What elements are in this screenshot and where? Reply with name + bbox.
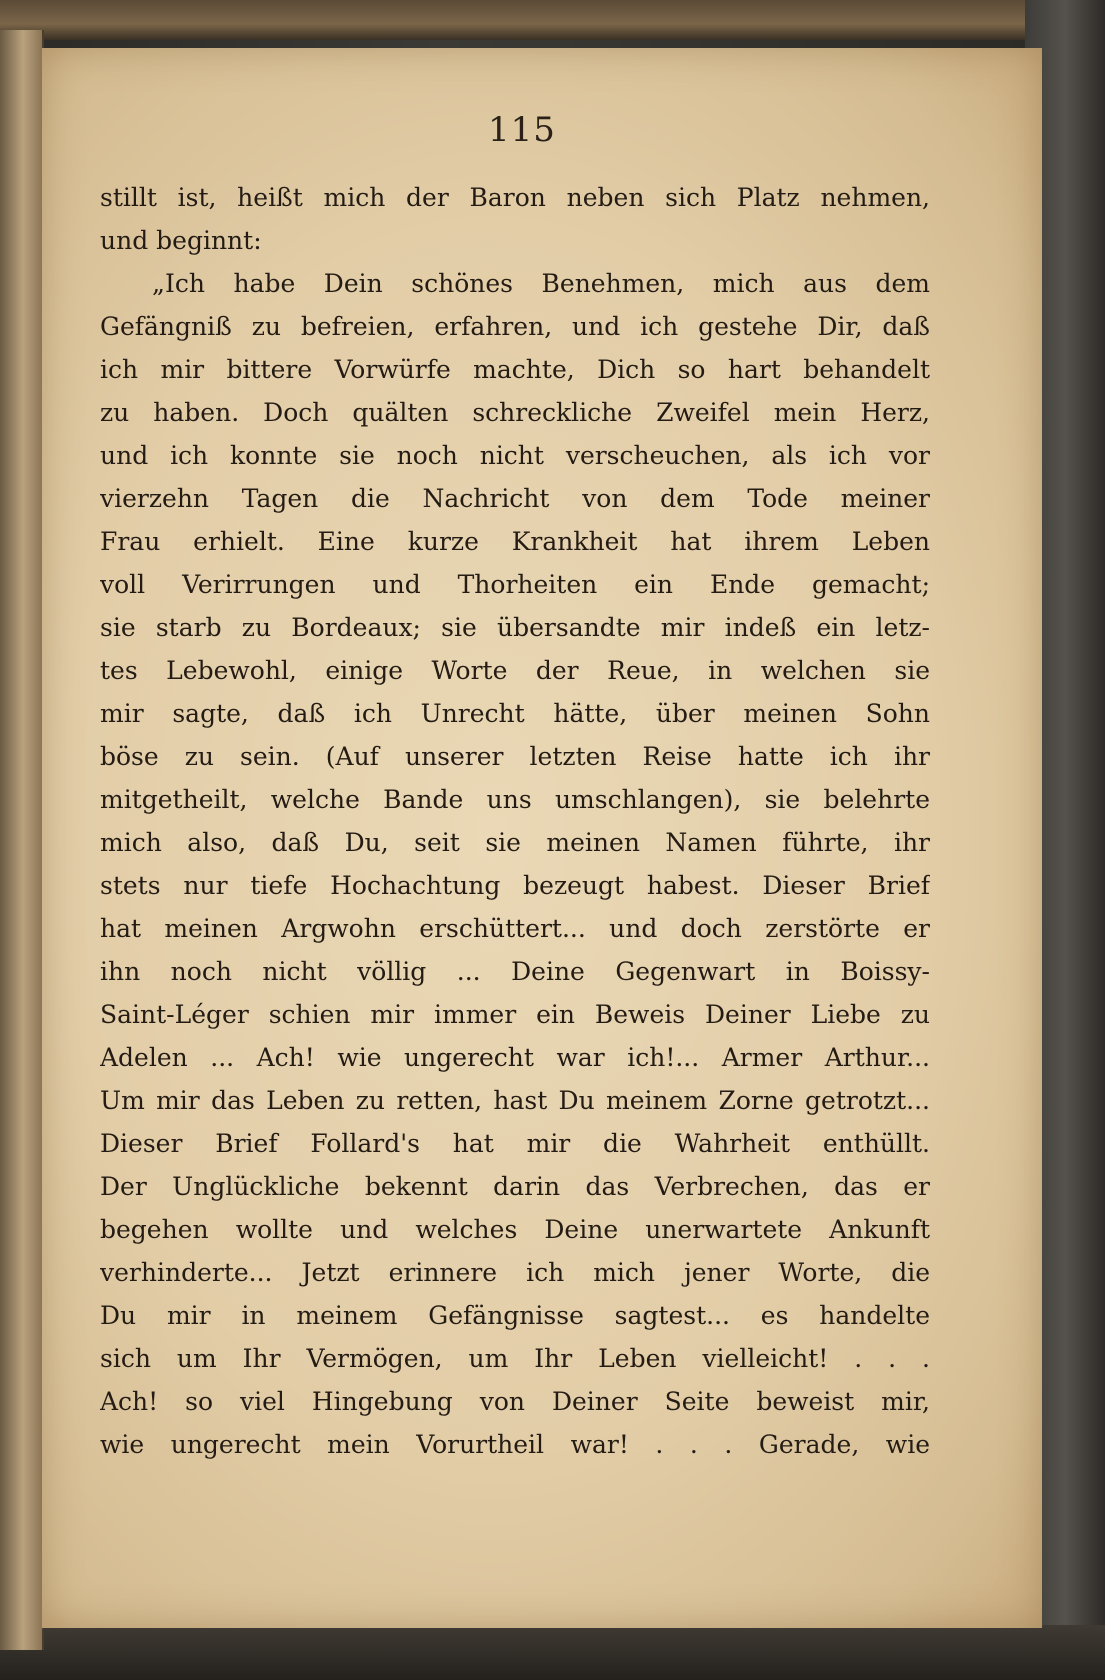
text-line: voll Verirrungen und Thorheiten ein Ende gemacht; (100, 570, 930, 599)
text-line: Frau erhielt. Eine kurze Krankheit hat ihrem Leben (100, 527, 930, 556)
text-line: Gefängniß zu befreien, erfahren, und ich gestehe Dir, daß (100, 312, 930, 341)
cover-top-edge (0, 0, 1105, 40)
text-line: Dieser Brief Follard's hat mir die Wahrheit enthüllt. (100, 1129, 930, 1158)
text-line: wie ungerecht mein Vorurtheil war! . . . Gerade, wie (100, 1430, 930, 1459)
text-line: Adelen ... Ach! wie ungerecht war ich!... Armer Arthur... (100, 1043, 930, 1072)
text-line: mich also, daß Du, seit sie meinen Namen führte, ihr (100, 828, 930, 857)
text-line: Ach! so viel Hingebung von Deiner Seite beweist mir, (100, 1387, 930, 1416)
text-line: und beginnt: (100, 226, 262, 255)
text-line: Um mir das Leben zu retten, hast Du meinem Zorne getrotzt... (100, 1086, 930, 1115)
text-line: mir sagte, daß ich Unrecht hätte, über meinen Sohn (100, 699, 930, 728)
text-line: mitgetheilt, welche Bande uns umschlangen), sie belehrte (100, 785, 930, 814)
page-text (100, 176, 930, 1466)
book-spine (0, 30, 44, 1650)
page-number: 115 (488, 110, 556, 150)
text-line: sich um Ihr Vermögen, um Ihr Leben vielleicht! . . . (100, 1344, 930, 1373)
text-line: vierzehn Tagen die Nachricht von dem Tode meiner (100, 484, 930, 513)
text-line: ich mir bittere Vorwürfe machte, Dich so hart behandelt (100, 355, 930, 384)
text-line: „Ich habe Dein schönes Benehmen, mich aus dem (152, 269, 930, 298)
cover-bottom-edge (0, 1625, 1105, 1680)
text-line: tes Lebewohl, einige Worte der Reue, in welchen sie (100, 656, 930, 685)
text-line: böse zu sein. (Auf unserer letzten Reise hatte ich ihr (100, 742, 930, 771)
text-line: Saint-Léger schien mir immer ein Beweis Deiner Liebe zu (100, 1000, 930, 1029)
text-line: begehen wollte und welches Deine unerwartete Ankunft (100, 1215, 930, 1244)
text-line: zu haben. Doch quälten schreckliche Zweifel mein Herz, (100, 398, 930, 427)
text-line: stillt ist, heißt mich der Baron neben sich Platz nehmen, (100, 183, 930, 212)
text-line: Der Unglückliche bekennt darin das Verbrechen, das er (100, 1172, 930, 1201)
book-page (42, 48, 1042, 1628)
text-line: Du mir in meinem Gefängnisse sagtest... es handelte (100, 1301, 930, 1330)
text-line: stets nur tiefe Hochachtung bezeugt habest. Dieser Brief (100, 871, 930, 900)
text-line: sie starb zu Bordeaux; sie übersandte mir indeß ein letz- (100, 613, 930, 642)
text-line: und ich konnte sie noch nicht verscheuchen, als ich vor (100, 441, 930, 470)
text-line: hat meinen Argwohn erschüttert... und doch zerstörte er (100, 914, 930, 943)
text-line: ihn noch nicht völlig ... Deine Gegenwart in Boissy- (100, 957, 930, 986)
text-line: verhinderte... Jetzt erinnere ich mich jener Worte, die (100, 1258, 930, 1287)
